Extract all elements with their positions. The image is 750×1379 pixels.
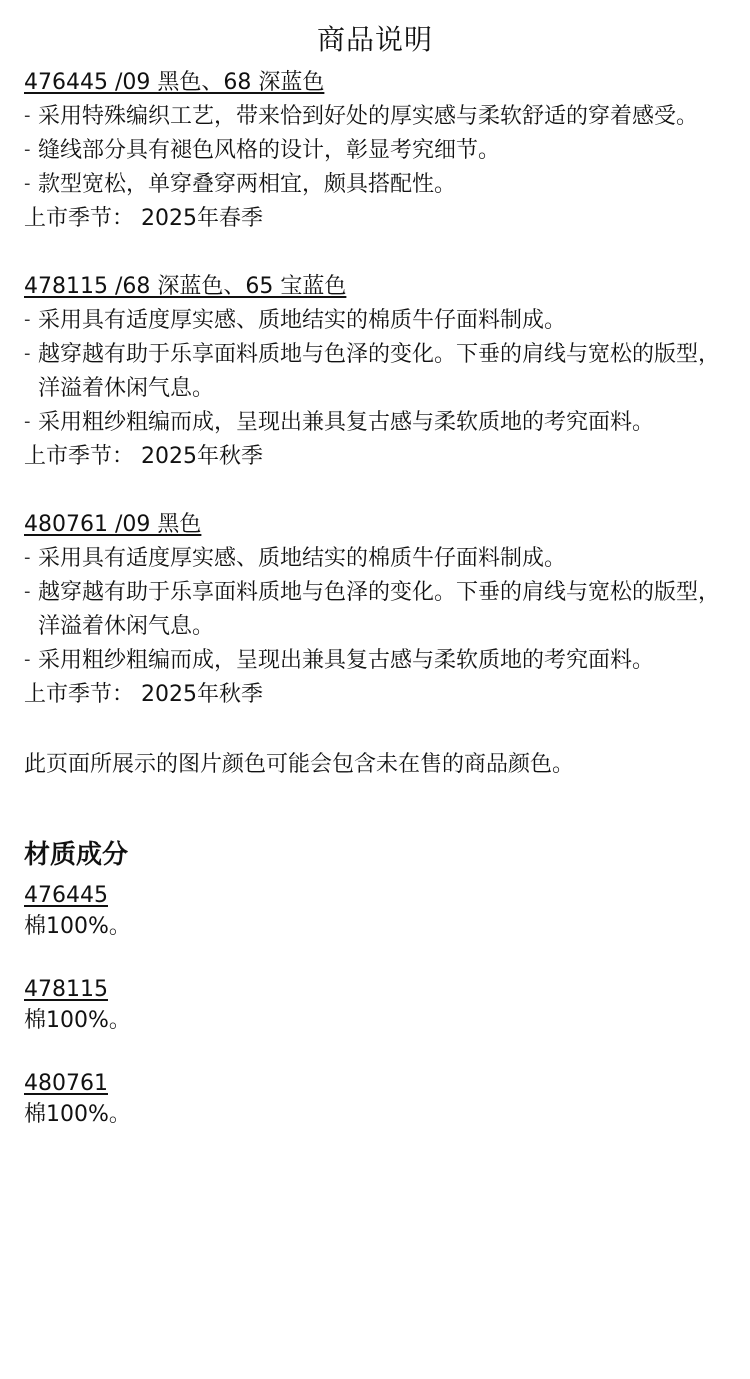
feature-list xyxy=(24,100,726,202)
material-item xyxy=(24,881,726,943)
material-item xyxy=(24,975,726,1037)
feature-item: - 采用具有适度厚实感、质地结实的棉质牛仔面料制成。 xyxy=(24,542,726,576)
feature-item: - 越穿越有助于乐享面料质地与色泽的变化。下垂的肩线与宽松的版型，洋溢着休闲气息。 xyxy=(24,576,726,644)
material-composition: 棉100%。 xyxy=(24,914,131,939)
release-season: 上市季节： 2025年秋季 xyxy=(24,444,263,469)
material-code-link[interactable]: 478115 xyxy=(24,977,108,1002)
material-code-link[interactable]: 480761 xyxy=(24,1071,108,1096)
feature-item: - 缝线部分具有褪色风格的设计，彰显考究细节。 xyxy=(24,134,726,168)
materials-heading: 材质成分 xyxy=(24,840,129,870)
product-code-link[interactable]: 480761 /09 黑色 xyxy=(24,512,202,537)
material-item xyxy=(24,1069,726,1131)
release-season: 上市季节： 2025年秋季 xyxy=(24,682,263,707)
feature-list xyxy=(24,542,726,678)
product-code-link[interactable]: 478115 /68 深蓝色、65 宝蓝色 xyxy=(24,274,347,299)
feature-item: - 采用具有适度厚实感、质地结实的棉质牛仔面料制成。 xyxy=(24,304,726,338)
feature-item: - 款型宽松，单穿叠穿两相宜，颇具搭配性。 xyxy=(24,168,726,202)
product-block-476445 xyxy=(24,66,726,236)
material-code-link[interactable]: 476445 xyxy=(24,883,108,908)
feature-item: - 采用特殊编织工艺，带来恰到好处的厚实感与柔软舒适的穿着感受。 xyxy=(24,100,726,134)
release-season: 上市季节： 2025年春季 xyxy=(24,206,263,231)
feature-list xyxy=(24,304,726,440)
material-composition: 棉100%。 xyxy=(24,1008,131,1033)
product-code-link[interactable]: 476445 /09 黑色、68 深蓝色 xyxy=(24,70,325,95)
material-composition: 棉100%。 xyxy=(24,1102,131,1127)
feature-item: - 采用粗纱粗编而成，呈现出兼具复古感与柔软质地的考究面料。 xyxy=(24,644,726,678)
feature-item: - 越穿越有助于乐享面料质地与色泽的变化。下垂的肩线与宽松的版型，洋溢着休闲气息。 xyxy=(24,338,726,406)
product-block-478115 xyxy=(24,270,726,474)
color-disclaimer: 此页面所展示的图片颜色可能会包含未在售的商品颜色。 xyxy=(24,752,575,777)
product-block-480761 xyxy=(24,508,726,712)
feature-item: - 采用粗纱粗编而成，呈现出兼具复古感与柔软质地的考究面料。 xyxy=(24,406,726,440)
page-title: 商品说明 xyxy=(316,23,433,56)
